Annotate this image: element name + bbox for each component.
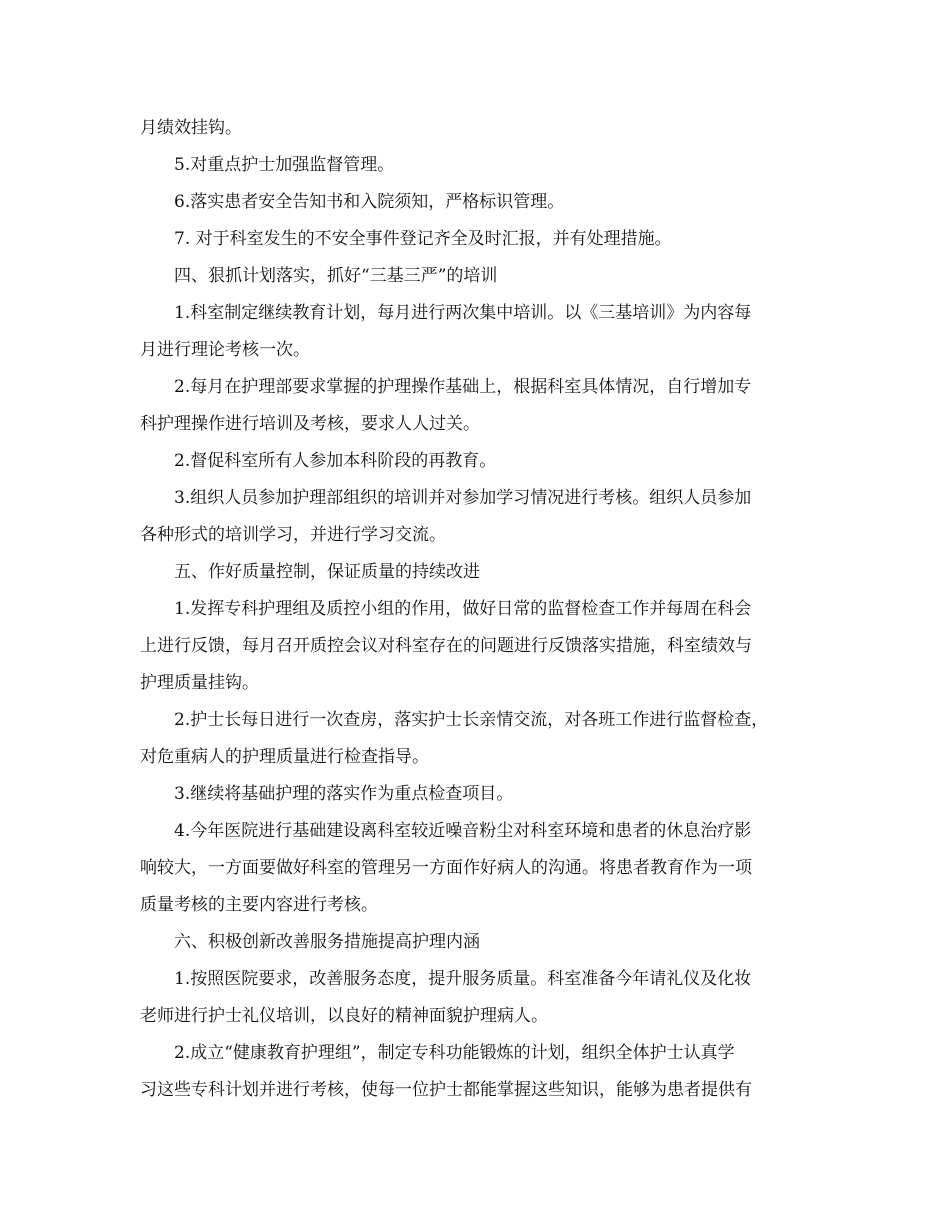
text-line: 2.每月在护理部要求掌握的护理操作基础上，根据科室具体情况，自行增加专 (174, 377, 752, 397)
text-line: 护理质量挂钩。 (140, 673, 259, 693)
text-line: 1.科室制定继续教育计划，每月进行两次集中培训。以《三基培训》为内容每 (174, 303, 752, 323)
text-line: 3.继续将基础护理的落实作为重点检查项目。 (174, 784, 514, 804)
text-line: 对危重病人的护理质量进行检查指导。 (140, 747, 429, 767)
text-line: 2.成立“健康教育护理组”，制定专科功能锻炼的计划，组织全体护士认真学 (174, 1043, 735, 1063)
text-line: 上进行反馈，每月召开质控会议对科室存在的问题进行反馈落实措施，科室绩效与 (140, 636, 752, 656)
text-line: 六、积极创新改善服务措施提高护理内涵 (174, 932, 480, 952)
text-line: 3.组织人员参加护理部组织的培训并对参加学习情况进行考核。组织人员参加 (174, 488, 752, 508)
text-line: 月绩效挂钩。 (140, 118, 242, 138)
text-line: 质量考核的主要内容进行考核。 (140, 895, 378, 915)
text-line: 老师进行护士礼仪培训，以良好的精神面貌护理病人。 (140, 1006, 548, 1026)
text-line: 4.今年医院进行基础建设离科室较近噪音粉尘对科室环境和患者的休息治疗影 (174, 821, 752, 841)
text-line: 6.落实患者安全告知书和入院须知，严格标识管理。 (174, 192, 565, 212)
document-body (140, 110, 818, 1109)
text-line: 各种形式的培训学习，并进行学习交流。 (140, 525, 446, 545)
text-line: 7. 对于科室发生的不安全事件登记齐全及时汇报，并有处理措施。 (174, 229, 672, 249)
text-line: 1.发挥专科护理组及质控小组的作用，做好日常的监督检查工作并每周在科会 (174, 599, 752, 619)
text-line: 2.护士长每日进行一次查房，落实护士长亲情交流，对各班工作进行监督检查， (174, 710, 769, 730)
text-line: 1.按照医院要求，改善服务态度，提升服务质量。科室准备今年请礼仪及化妆 (174, 969, 752, 989)
text-line: 2.督促科室所有人参加本科阶段的再教育。 (174, 451, 497, 471)
text-line: 习这些专科计划并进行考核，使每一位护士都能掌握这些知识，能够为患者提供有 (140, 1080, 752, 1100)
text-line: 响较大，一方面要做好科室的管理另一方面作好病人的沟通。将患者教育作为一项 (140, 858, 752, 878)
text-line: 5.对重点护士加强监督管理。 (174, 155, 395, 175)
text-line: 五、作好质量控制，保证质量的持续改进 (174, 562, 480, 582)
text-line: 科护理操作进行培训及考核，要求人人过关。 (140, 414, 480, 434)
text-line: 月进行理论考核一次。 (140, 340, 310, 360)
text-line: 四、狠抓计划落实，抓好“三基三严”的培训 (174, 266, 498, 286)
